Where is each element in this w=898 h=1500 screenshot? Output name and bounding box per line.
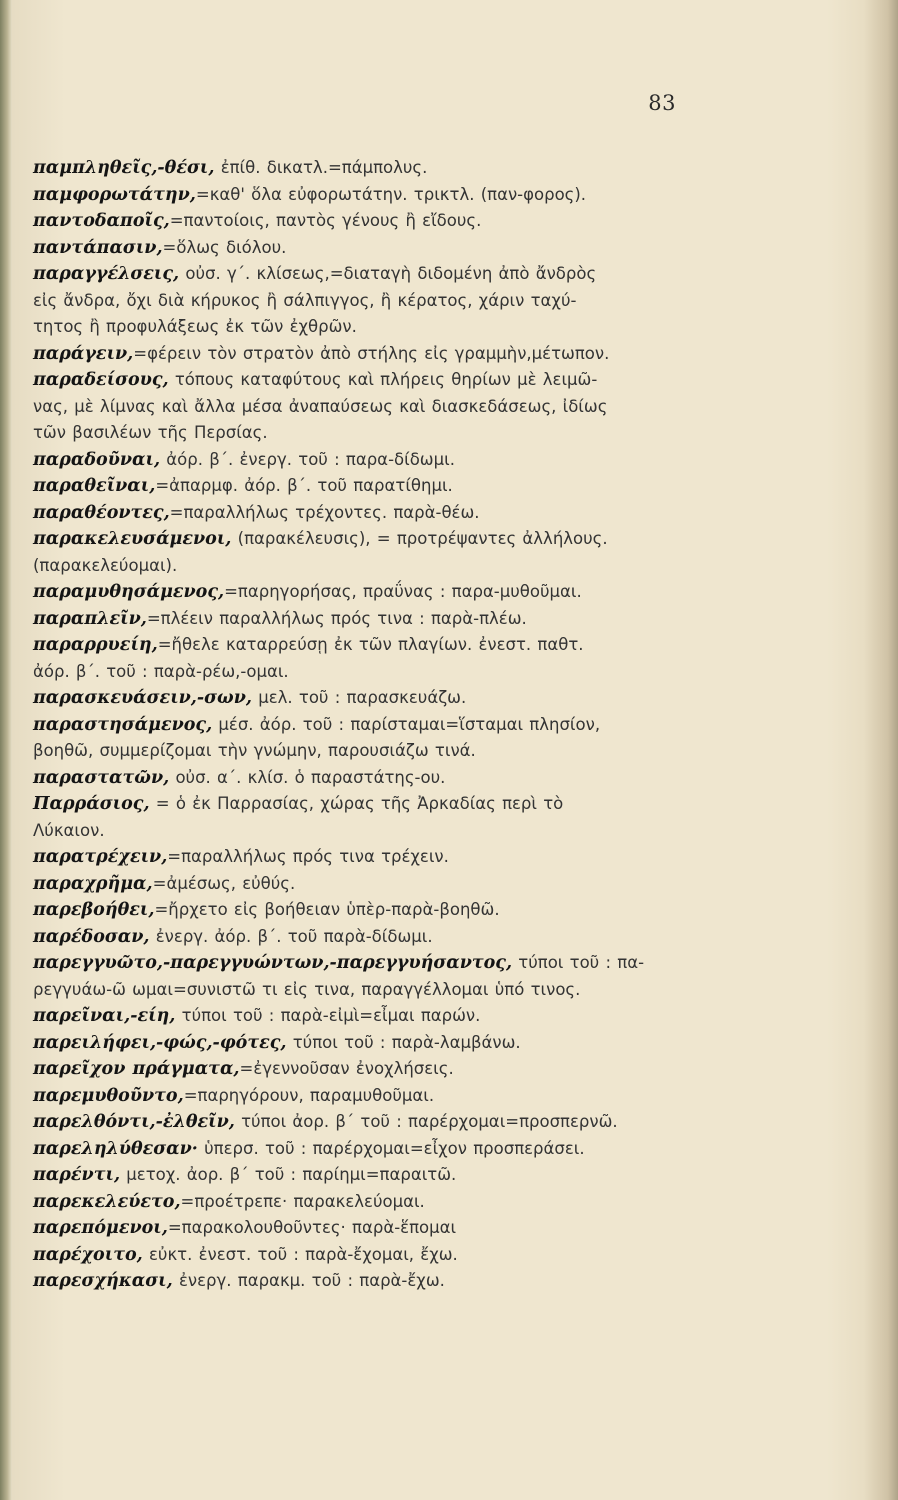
entry-gloss: τύποι τοῦ : παρὰ-λαμβάνω. — [286, 1032, 521, 1052]
entry-lemma: παρέχοιτο, — [33, 1244, 143, 1265]
dictionary-entry — [33, 1083, 768, 1110]
dictionary-entry — [33, 1003, 768, 1030]
entry-lemma: παρεγγυῶτο,-παρεγγυώντων,-παρεγγυήσαντος, — [33, 953, 513, 973]
entry-gloss: =παντοίοις, παντὸς γένους ἢ εἴδους. — [169, 211, 482, 230]
entry-lemma: παρατρέχειν, — [33, 847, 168, 867]
entry-lemma: παραθεῖναι, — [33, 476, 156, 496]
entry-gloss: τύποι τοῦ : πα- — [512, 953, 645, 972]
entry-lemma: παραστησάμενος, — [33, 714, 213, 735]
dictionary-entry — [33, 765, 768, 792]
dictionary-entry — [33, 182, 768, 209]
entry-continuation: βοηθῶ, συμμερίζομαι τὴν γνώμην, παρουσιάζω τινά. — [33, 741, 476, 760]
entry-gloss: =φέρειν τὸν στρατὸν ἀπὸ στήλης εἰς γραμμὴν,μέτωπον. — [133, 343, 610, 363]
dictionary-entry — [33, 579, 768, 606]
entry-continuation: ρεγγυάω-ῶ ωμαι=συνιστῶ τι εἰς τινα, παραγγέλλομαι ὑπό τινος. — [33, 979, 581, 999]
dictionary-entry — [33, 420, 768, 447]
dictionary-entry — [33, 526, 768, 579]
dictionary-entry — [33, 1189, 768, 1216]
entry-gloss: τύποι τοῦ : παρὰ-εἰμὶ=εἶμαι παρών. — [175, 1006, 481, 1025]
entry-lemma: παραδείσους, — [33, 370, 169, 390]
entry-lemma: παραπλεῖν, — [33, 608, 147, 629]
entry-gloss: =ὅλως διόλου. — [162, 237, 287, 257]
entry-gloss: τύποι ἀορ. β΄ τοῦ : παρέρχομαι=προσπερνῶ. — [234, 1112, 618, 1131]
entry-gloss: =παρηγορήσας, πραΰνας : παρα-μυθοῦμαι. — [224, 582, 582, 601]
entry-lemma: παραγγέλσεις, — [33, 264, 180, 284]
entry-continuation: ἀόρ. β΄. τοῦ : παρὰ-ρέω,-ομαι. — [33, 661, 289, 681]
entry-gloss: τῶν βασιλέων τῆς Περσίας. — [33, 423, 268, 442]
dictionary-entry — [33, 924, 768, 951]
entry-lemma: παρεσχήκασι, — [33, 1271, 173, 1291]
entry-gloss: τόπους καταφύτους καὶ πλήρεις θηρίων μὲ λειμῶ- — [168, 370, 598, 389]
dictionary-entry — [33, 1162, 768, 1189]
entry-gloss: (παρακέλευσις), = προτρέψαντες ἀλλήλους. — [231, 529, 608, 548]
dictionary-entry — [33, 685, 768, 712]
entry-gloss: =παραλλήλως τρέχοντες. παρὰ-θέω. — [169, 502, 480, 522]
dictionary-entry — [33, 950, 768, 1003]
entry-gloss: ὑπερσ. τοῦ : παρέρχομαι=εἶχον προσπεράσει. — [197, 1138, 585, 1158]
entry-gloss: = ὁ ἐκ Παρρασίας, χώρας τῆς Ἀρκαδίας περὶ τὸ — [149, 794, 564, 813]
entry-lemma: παραμυθησάμενος, — [33, 582, 225, 602]
dictionary-entry — [33, 1268, 768, 1295]
entry-lemma: παραδοῦναι, — [33, 449, 161, 470]
entry-lemma: παρεμυθοῦντο, — [33, 1085, 184, 1106]
entry-gloss: μέσ. ἀόρ. τοῦ : παρίσταμαι=ἵσταμαι πλησίον, — [212, 714, 601, 734]
entry-gloss: τητος ἢ προφυλάξεως ἐκ τῶν ἐχθρῶν. — [33, 317, 357, 336]
entry-continuation: Λύκαιον. — [33, 820, 105, 840]
entry-lemma: παρελθόντι,-ἐλθεῖν, — [33, 1112, 235, 1132]
dictionary-entry — [33, 632, 768, 685]
dictionary-entry — [33, 367, 768, 420]
entry-gloss: =προέτρεπε· παρακελεύομαι. — [180, 1191, 425, 1211]
entry-gloss: οὐσ. γ΄. κλίσεως,=διαταγὴ διδομένη ἀπὸ ἄνδρὸς — [179, 264, 597, 283]
entry-continuation: νας, μὲ λίμνας καὶ ἄλλα μέσα ἀναπαύσεως καὶ διασκεδάσεως, ἰδίως — [33, 396, 608, 416]
dictionary-entry — [33, 1030, 768, 1057]
entry-gloss: =ἀμέσως, εὐθύς. — [152, 873, 296, 893]
entry-lemma: παρεῖχον πράγματα, — [33, 1059, 240, 1079]
dictionary-entry — [33, 235, 768, 262]
dictionary-entry — [33, 791, 768, 844]
entry-lemma: παρεπόμενοι, — [33, 1218, 168, 1238]
entry-lemma: παρασκευάσειν,-σων, — [33, 688, 252, 708]
dictionary-entry — [33, 897, 768, 924]
entry-gloss: =ἤρχετο εἰς βοήθειαν ὑπὲρ-παρὰ-βοηθῶ. — [154, 900, 500, 919]
page-number: 83 — [648, 91, 676, 115]
dictionary-entry — [33, 844, 768, 871]
dictionary-entry — [33, 314, 768, 341]
dictionary-entry — [33, 712, 768, 765]
entry-lemma: παρέδοσαν, — [33, 926, 150, 947]
entry-gloss: οὐσ. α΄. κλίσ. ὁ παραστάτης-ου. — [169, 767, 446, 787]
entry-lemma: παμφορωτάτην, — [33, 184, 196, 205]
dictionary-entry — [33, 447, 768, 474]
entry-lemma: παραρρυείη, — [33, 635, 158, 655]
entry-lemma: παρακελευσάμενοι, — [33, 529, 232, 549]
dictionary-entry — [33, 500, 768, 527]
entry-lemma: παραστατῶν, — [33, 767, 170, 788]
entry-lemma: παρεκελεύετο, — [33, 1191, 181, 1212]
dictionary-entry — [33, 871, 768, 898]
entry-gloss: =ἀπαρμφ. ἀόρ. β΄. τοῦ παρατίθημι. — [155, 476, 453, 495]
entry-gloss: ἐνεργ. ἀόρ. β΄. τοῦ παρὰ-δίδωμι. — [149, 926, 433, 946]
entry-gloss: ἀόρ. β΄. ἐνεργ. τοῦ : παρα-δίδωμι. — [160, 449, 455, 469]
dictionary-entry — [33, 341, 768, 368]
entry-lemma: παντοδαποῖς, — [33, 211, 170, 231]
entry-gloss: =ἤθελε καταρρεύσῃ ἐκ τῶν πλαγίων. ἐνεστ. παθτ. — [157, 635, 584, 654]
entry-lemma: παρέντι, — [33, 1165, 121, 1185]
entry-gloss: ἐνεργ. παρακμ. τοῦ : παρὰ-ἔχω. — [172, 1271, 445, 1290]
dictionary-entry — [33, 606, 768, 633]
entry-gloss: μετοχ. ἀορ. β΄ τοῦ : παρίημι=παραιτῶ. — [120, 1165, 457, 1184]
entry-lemma: παρεβοήθει, — [33, 900, 155, 920]
dictionary-entry — [33, 261, 768, 314]
dictionary-entries — [33, 155, 768, 1295]
entry-lemma: παντάπασιν, — [33, 237, 163, 258]
entry-gloss: =καθ' ὅλα εὐφορωτάτην. τρικτλ. (παν-φορος). — [195, 184, 587, 204]
entry-lemma: παμπληθεῖς,-θέσι, — [33, 158, 215, 178]
entry-continuation: εἰς ἄνδρα, ὄχι διὰ κήρυκος ἢ σάλπιγγος, ἢ κέρατος, χάριν ταχύ- — [33, 290, 577, 310]
entry-lemma: παρεληλύθεσαν· — [33, 1138, 198, 1159]
dictionary-entry — [33, 155, 768, 182]
entry-lemma: παραχρῆμα, — [33, 873, 153, 894]
entry-gloss: =παρηγόρουν, παραμυθοῦμαι. — [183, 1085, 435, 1105]
entry-gloss: ἐπίθ. δικατλ.=πάμπολυς. — [214, 158, 428, 177]
entry-lemma: παραθέοντες, — [33, 502, 170, 523]
entry-lemma: παρεῖναι,-είη, — [33, 1006, 176, 1026]
entry-gloss: =ἐγεννοῦσαν ἐνοχλήσεις. — [239, 1059, 454, 1078]
entry-lemma: παρειλήφει,-φώς,-φότες, — [33, 1032, 287, 1053]
entry-gloss: =παρακολουθοῦντες· παρὰ-ἕπομαι — [167, 1218, 457, 1237]
dictionary-entry — [33, 1056, 768, 1083]
book-binding — [0, 0, 12, 1500]
entry-gloss: εὐκτ. ἐνεστ. τοῦ : παρὰ-ἔχομαι, ἔχω. — [142, 1244, 458, 1264]
entry-gloss: μελ. τοῦ : παρασκευάζω. — [251, 688, 467, 707]
entry-gloss: =παραλλήλως πρός τινα τρέχειν. — [167, 847, 449, 866]
entry-lemma: παράγειν, — [33, 343, 134, 364]
dictionary-entry — [33, 208, 768, 235]
dictionary-entry — [33, 1136, 768, 1163]
dictionary-entry — [33, 1109, 768, 1136]
entry-continuation: (παρακελεύομαι). — [33, 555, 178, 575]
dictionary-entry — [33, 1242, 768, 1269]
entry-lemma: Παρράσιος, — [33, 794, 150, 814]
entry-gloss: =πλέειν παραλλήλως πρός τινα : παρὰ-πλέω. — [146, 608, 527, 628]
page-edge-shadow — [864, 0, 898, 1500]
dictionary-entry — [33, 473, 768, 500]
dictionary-entry — [33, 1215, 768, 1242]
